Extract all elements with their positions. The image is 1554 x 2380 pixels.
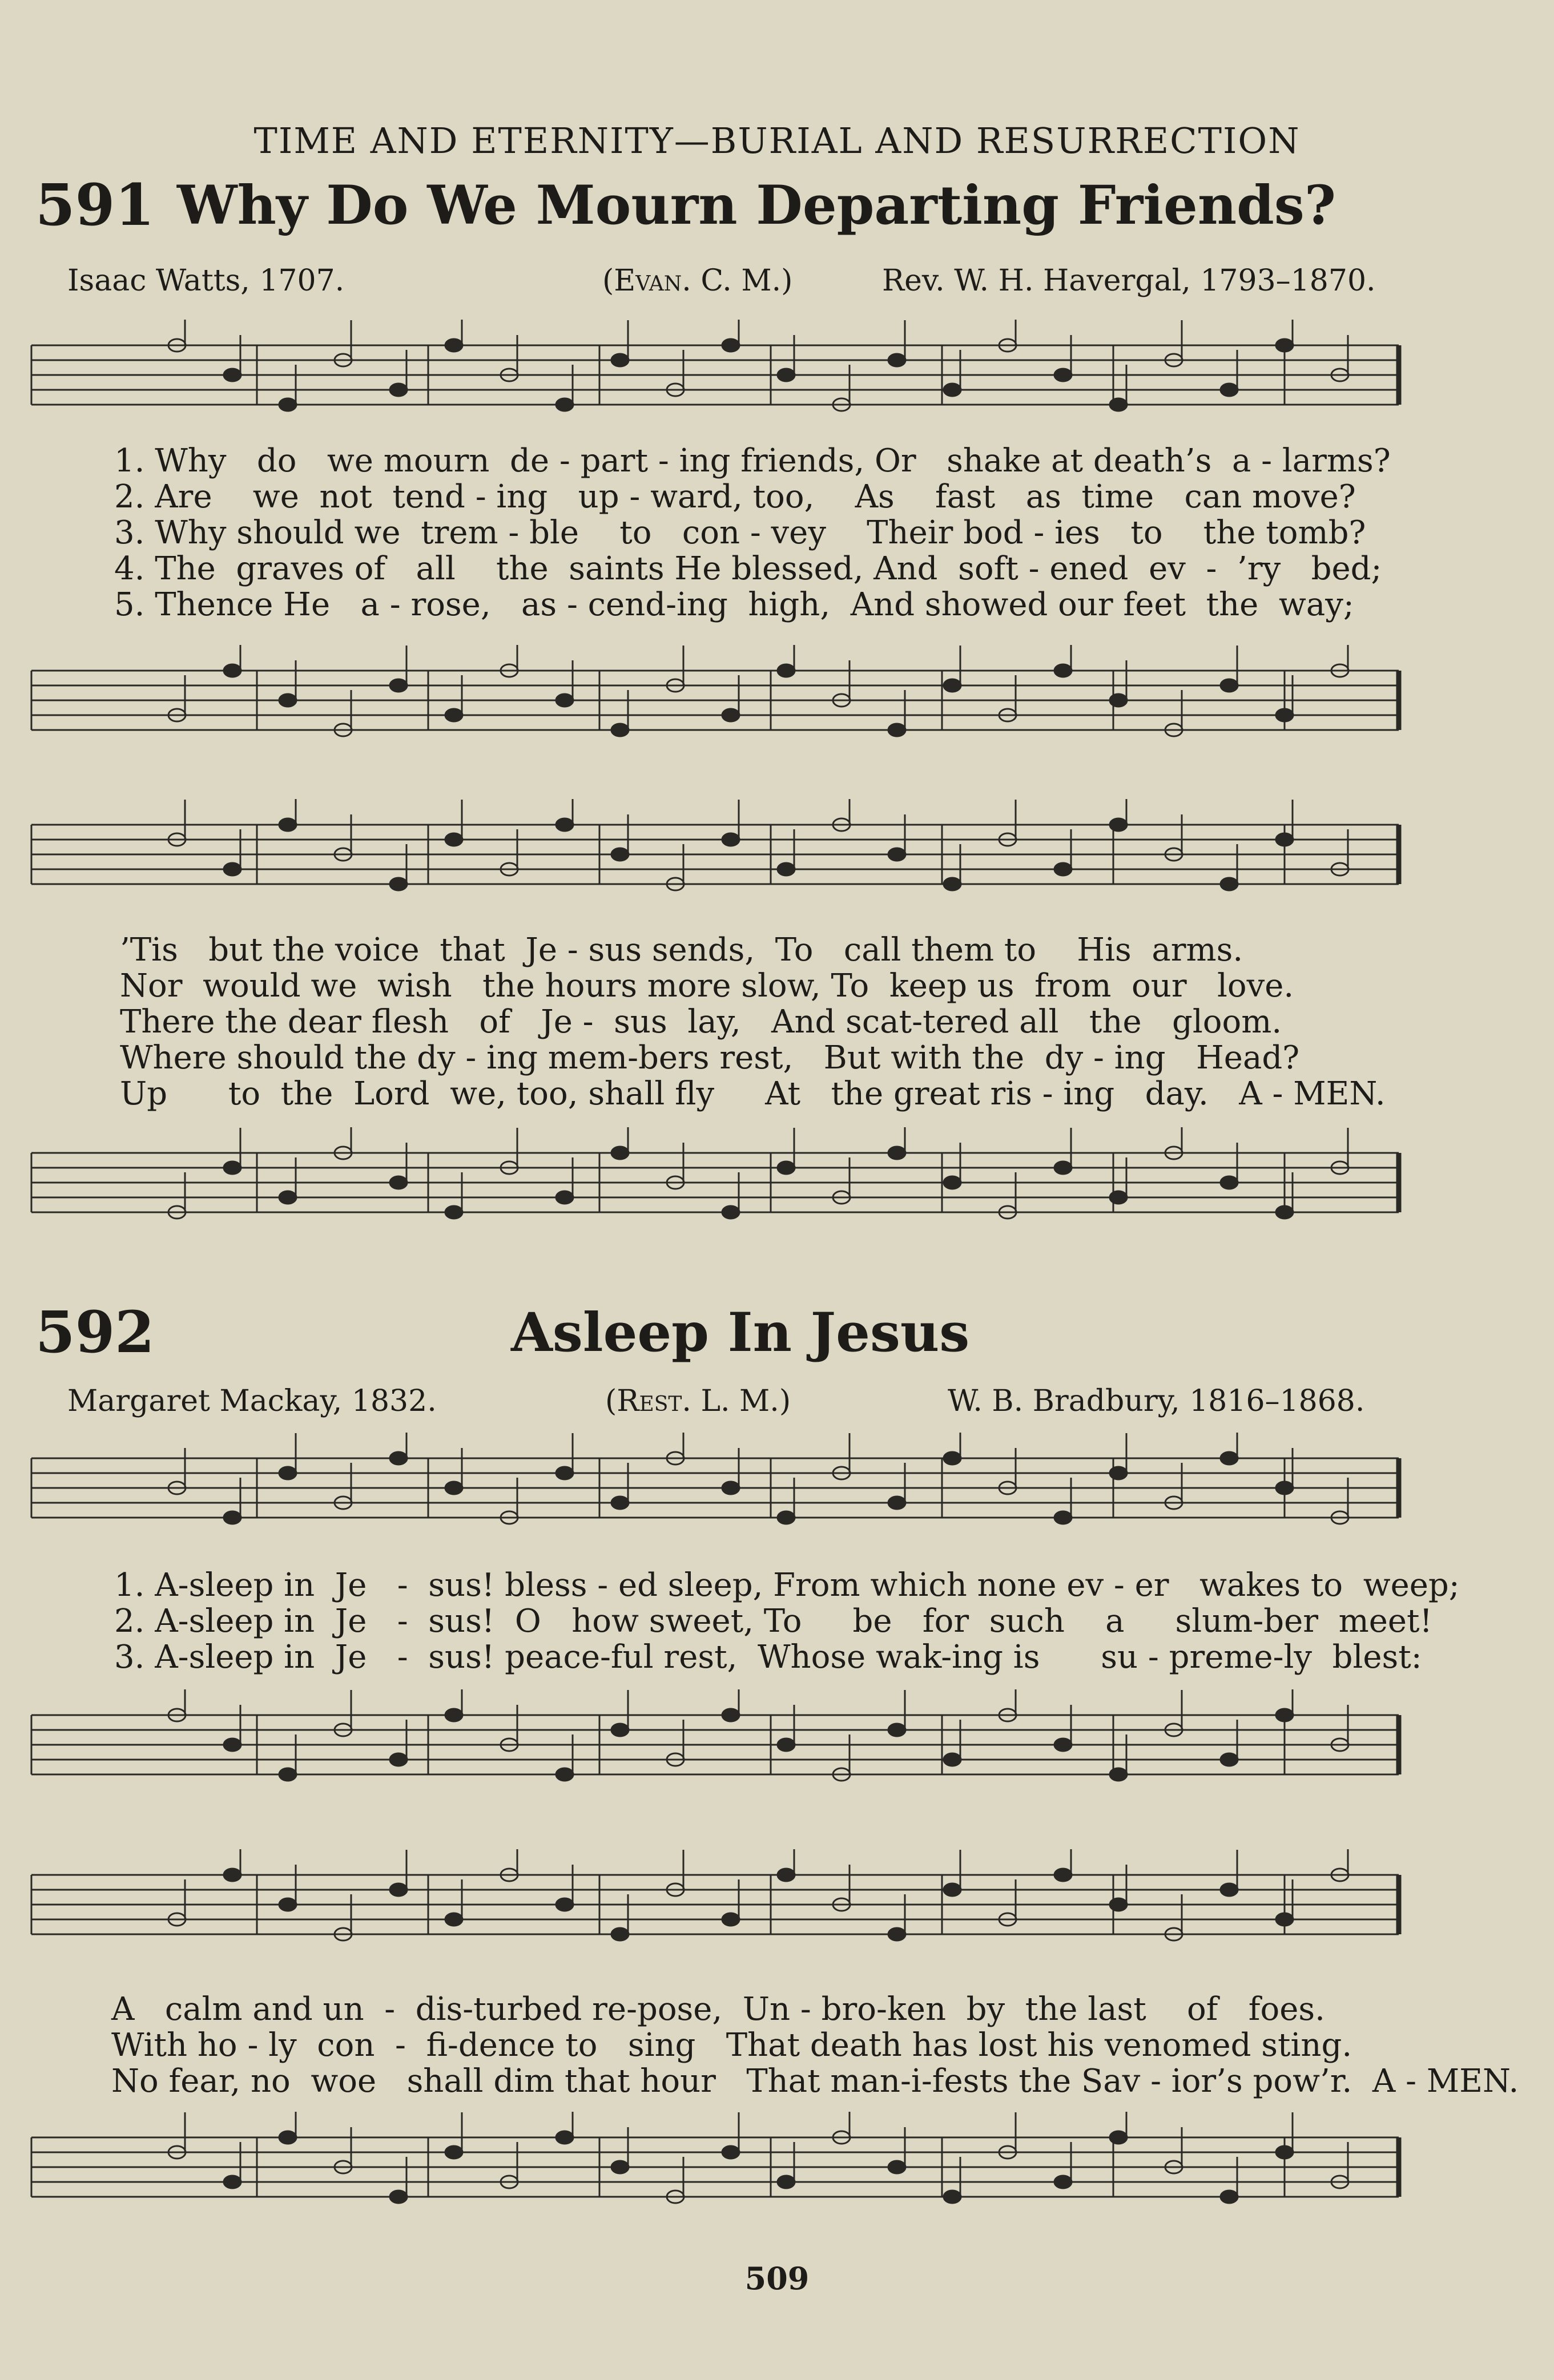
hymn-author: Isaac Watts, 1707.	[67, 264, 345, 298]
hymn-number: 592	[35, 1298, 155, 1366]
verse-line: No fear, no woe shall dim that hour That man-i-fests the Sav - ior’s pow’r. A - MEN.	[111, 2063, 1519, 2100]
verse-line: 1. Why do we mourn de - part - ing friends, Or shake at death’s a - larms?	[114, 442, 1391, 479]
verse-line: Up to the Lord we, too, shall fly At the great ris - ing day. A - MEN.	[120, 1075, 1386, 1112]
running-head: TIME AND ETERNITY—BURIAL AND RESURRECTION	[253, 120, 1301, 162]
hymn-title: Asleep In Jesus	[511, 1301, 970, 1364]
hymn-tune: (Rest. L. M.)	[605, 1384, 791, 1418]
music-staff	[29, 645, 1404, 753]
verse-line: 5. Thence He a - rose, as - cend-ing high, And showed our feet the way;	[114, 586, 1354, 623]
music-staff	[29, 1689, 1404, 1798]
hymn-title: Why Do We Mourn Departing Friends?	[177, 174, 1336, 237]
music-staff	[29, 1849, 1404, 1958]
hymn-number: 591	[35, 171, 155, 239]
hymn-composer: Rev. W. H. Havergal, 1793–1870.	[882, 264, 1376, 298]
verse-line: ’Tis but the voice that Je - sus sends, To call them to His arms.	[120, 931, 1243, 969]
hymn-composer: W. B. Bradbury, 1816–1868.	[948, 1384, 1365, 1418]
verse-line: 1. A-sleep in Je - sus! bless - ed sleep, From which none ev - er wakes to weep;	[114, 1567, 1460, 1604]
music-staff	[29, 2112, 1404, 2220]
verse-line: 4. The graves of all the saints He blessed, And soft - ened ev - ’ry bed;	[114, 550, 1382, 587]
hymn-tune: (Evan. C. M.)	[602, 264, 793, 298]
music-staff	[29, 1433, 1404, 1541]
verse-line: With ho - ly con - fi-dence to sing That death has lost his venomed sting.	[111, 2027, 1352, 2064]
verse-line: Where should the dy - ing mem-bers rest, But with the dy - ing Head?	[120, 1039, 1300, 1076]
music-staff	[29, 1127, 1404, 1236]
verse-line: 2. Are we not tend - ing up - ward, too, As fast as time can move?	[114, 478, 1356, 515]
music-staff	[29, 799, 1404, 907]
hymn-author: Margaret Mackay, 1832.	[67, 1384, 437, 1418]
verse-line: There the dear flesh of Je - sus lay, And scat-tered all the gloom.	[120, 1003, 1282, 1040]
verse-line: A calm and un - dis-turbed re-pose, Un - bro-ken by the last of foes.	[111, 1991, 1325, 2028]
verse-line: 3. A-sleep in Je - sus! peace-ful rest, Whose wak-ing is su - preme-ly blest:	[114, 1639, 1422, 1676]
verse-line: 3. Why should we trem - ble to con - vey Their bod - ies to the tomb?	[114, 514, 1366, 551]
music-staff	[29, 320, 1404, 428]
verse-line: 2. A-sleep in Je - sus! O how sweet, To be for such a slum-ber meet!	[114, 1603, 1433, 1640]
verse-line: Nor would we wish the hours more slow, To keep us from our love.	[120, 967, 1294, 1005]
page-number: 509	[744, 2260, 810, 2297]
